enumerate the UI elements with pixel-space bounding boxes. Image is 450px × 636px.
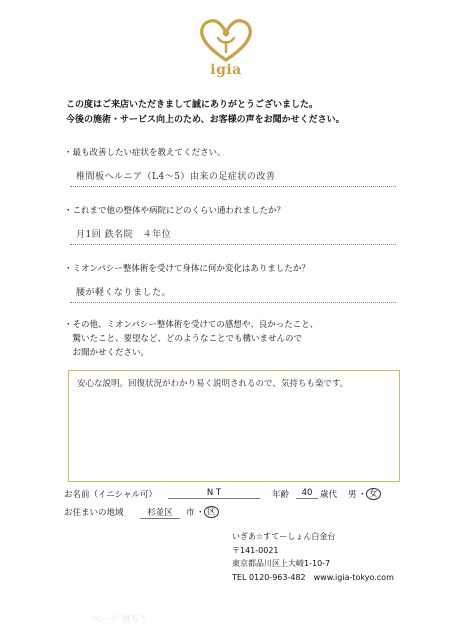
intro-line-2: 今後の施術・サービス向上のため、お客様の声をお聞かせください。 bbox=[66, 115, 345, 125]
answer-2 bbox=[70, 226, 396, 245]
intro-text bbox=[66, 98, 406, 128]
store-info bbox=[232, 530, 394, 584]
question-4-line-3: お聞かせください。 bbox=[64, 348, 150, 358]
ward-label: 区 bbox=[204, 506, 219, 518]
store-postal: 〒141-0021 bbox=[232, 545, 279, 555]
name-value: N T bbox=[168, 488, 260, 499]
area-value: 杉並区 bbox=[140, 506, 180, 519]
brand-name: igia bbox=[210, 62, 242, 78]
question-3: ・ミオンパシー整体術を受けて身体に何か変化はありましたか？ bbox=[64, 264, 310, 274]
store-contact: TEL 0120-963-482 www.igia-tokyo.com bbox=[232, 572, 394, 582]
question-2: ・これまで他の整体や病院にどのくらい通われましたか？ bbox=[64, 206, 286, 216]
answer-3 bbox=[70, 284, 396, 303]
age-suffix: 歳代 bbox=[320, 490, 338, 500]
answer-3-text: 腰が軽くなりました。 bbox=[76, 288, 172, 298]
city-label: 市 bbox=[186, 508, 195, 518]
age-value: 40 bbox=[296, 488, 318, 499]
bleed-through-text: ページ 裏写り bbox=[92, 615, 149, 625]
gender-female: 女 bbox=[366, 488, 381, 500]
name-label: お名前（イニシャル可） bbox=[64, 490, 157, 500]
answer-1-text: 椎間板ヘルニア（L4～5）由来の足症状の改善 bbox=[76, 172, 276, 182]
comment-box bbox=[68, 370, 400, 482]
store-name: いぎあ☆すてーしょん白金台 bbox=[232, 532, 336, 541]
gender-male: 男 bbox=[348, 490, 357, 500]
age-label: 年齢 bbox=[272, 490, 290, 500]
answer-2-text: 月1回 鉄名院 ４年位 bbox=[76, 230, 172, 240]
gender-separator: ・ bbox=[358, 490, 367, 500]
question-1: ・最も改善したい症状を教えてください。 bbox=[64, 148, 226, 158]
area-label: お住まいの地域 bbox=[64, 508, 124, 518]
name-row bbox=[64, 488, 414, 504]
area-separator: ・ bbox=[196, 508, 205, 518]
answer-1 bbox=[70, 168, 396, 187]
store-address: 東京都品川区上大崎1-10-7 bbox=[232, 559, 331, 568]
address-row bbox=[64, 506, 314, 522]
question-4-line-2: 驚いたこと、要望など、どのようなことでも構いませんので bbox=[64, 334, 303, 344]
heart-figure-icon bbox=[198, 16, 254, 64]
answer-4-text: 安心な説明。回復状況がわかり易く説明されるので、気持ちも楽です。 bbox=[77, 379, 349, 389]
question-4 bbox=[64, 318, 318, 360]
intro-line-1: この度はご来店いただきまして誠にありがとうございました。 bbox=[66, 100, 319, 110]
question-4-line-1: ・その他、ミオンパシー整体術を受けての感想や、良かったこと、 bbox=[64, 320, 319, 330]
